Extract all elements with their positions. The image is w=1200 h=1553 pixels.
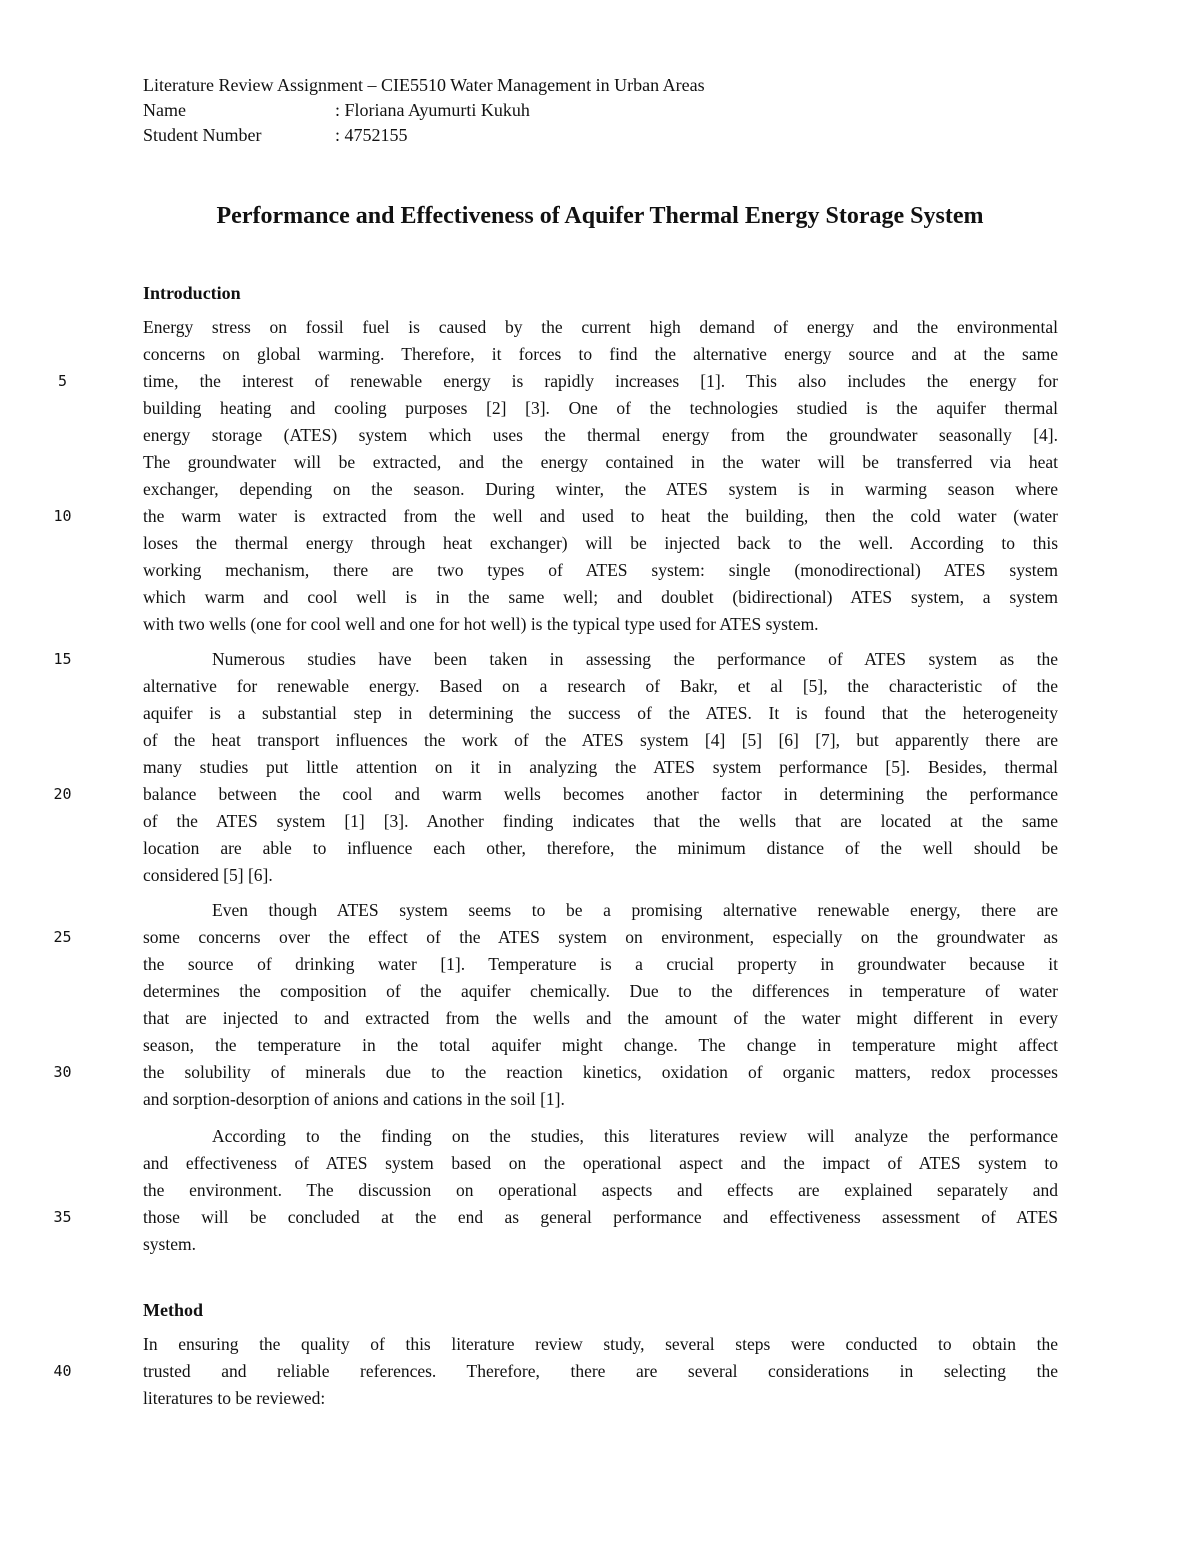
text-line: working mechanism, there are two types of ATES system: single (monodirectional) ATES system [143, 560, 1058, 580]
course-line: Literature Review Assignment – CIE5510 Water Management in Urban Areas [143, 75, 705, 95]
text-line: and effectiveness of ATES system based on the operational aspect and the impact of ATES system to [143, 1153, 1058, 1173]
line-number: 20 [53, 785, 72, 803]
name-row [143, 98, 530, 122]
text-line: the warm water is extracted from the well and used to heat the building, then the cold water (water [143, 506, 1058, 526]
text-line: Numerous studies have been taken in assessing the performance of ATES system as the [212, 649, 1058, 669]
text-line: many studies put little attention on it in analyzing the ATES system performance [5]. Besides, thermal [143, 757, 1058, 777]
line-number: 40 [53, 1362, 72, 1380]
student-number-row [143, 123, 408, 147]
text-line: which warm and cool well is in the same well; and doublet (bidirectional) ATES system, a system [143, 587, 1058, 607]
text-line: aquifer is a substantial step in determining the success of the ATES. It is found that the heterogeneity [143, 703, 1058, 723]
line-number: 5 [57, 372, 68, 390]
text-line: concerns on global warming. Therefore, it forces to find the alternative energy source and at the same [143, 344, 1058, 364]
text-line: considered [5] [6]. [143, 865, 273, 885]
text-line: system. [143, 1234, 196, 1254]
text-line: literatures to be reviewed: [143, 1388, 326, 1408]
name-label: Name [143, 100, 186, 120]
text-line: the solubility of minerals due to the reaction kinetics, oxidation of organic matters, redox processes [143, 1062, 1058, 1082]
text-line: building heating and cooling purposes [2] [3]. One of the technologies studied is the aquifer thermal [143, 398, 1058, 418]
introduction-heading: Introduction [143, 283, 241, 303]
line-number: 25 [53, 928, 72, 946]
text-line: Even though ATES system seems to be a promising alternative renewable energy, there are [212, 900, 1058, 920]
text-line: those will be concluded at the end as general performance and effectiveness assessment of ATES [143, 1207, 1058, 1227]
text-line: exchanger, depending on the season. During winter, the ATES system is in warming season where [143, 479, 1058, 499]
text-line: According to the finding on the studies, this literatures review will analyze the performance [212, 1126, 1058, 1146]
text-line: location are able to influence each other, therefore, the minimum distance of the well should be [143, 838, 1058, 858]
text-line: energy storage (ATES) system which uses the thermal energy from the groundwater seasonally [4]. [143, 425, 1058, 445]
text-line: The groundwater will be extracted, and the energy contained in the water will be transferred via heat [143, 452, 1058, 472]
student-number-value: : 4752155 [335, 125, 408, 145]
line-number: 15 [53, 650, 72, 668]
line-number: 35 [53, 1208, 72, 1226]
text-line: some concerns over the effect of the ATES system on environment, especially on the groundwater as [143, 927, 1058, 947]
text-line: In ensuring the quality of this literature review study, several steps were conducted to obtain the [143, 1334, 1058, 1354]
text-line: that are injected to and extracted from the wells and the amount of the water might different in every [143, 1008, 1058, 1028]
line-number: 30 [53, 1063, 72, 1081]
method-heading: Method [143, 1300, 203, 1320]
text-line: with two wells (one for cool well and one for hot well) is the typical type used for ATES system. [143, 614, 819, 634]
text-line: and sorption-desorption of anions and cations in the soil [1]. [143, 1089, 565, 1109]
text-line: balance between the cool and warm wells becomes another factor in determining the performance [143, 784, 1058, 804]
text-line: loses the thermal energy through heat exchanger) will be injected back to the well. According to this [143, 533, 1058, 553]
text-line: the environment. The discussion on operational aspects and effects are explained separately and [143, 1180, 1058, 1200]
document-title: Performance and Effectiveness of Aquifer Thermal Energy Storage System [216, 203, 984, 229]
text-line: season, the temperature in the total aquifer might change. The change in temperature might affect [143, 1035, 1058, 1055]
text-line: trusted and reliable references. Therefore, there are several considerations in selecting the [143, 1361, 1058, 1381]
text-line: time, the interest of renewable energy is rapidly increases [1]. This also includes the energy for [143, 371, 1058, 391]
text-line: the source of drinking water [1]. Temperature is a crucial property in groundwater because it [143, 954, 1058, 974]
text-line: of the heat transport influences the work of the ATES system [4] [5] [6] [7], but apparently there are [143, 730, 1058, 750]
name-value: : Floriana Ayumurti Kukuh [335, 100, 530, 120]
line-number: 10 [53, 507, 72, 525]
student-number-label: Student Number [143, 125, 262, 145]
text-line: alternative for renewable energy. Based on a research of Bakr, et al [5], the characteristic of the [143, 676, 1058, 696]
text-line: Energy stress on fossil fuel is caused by the current high demand of energy and the environmental [143, 317, 1058, 337]
text-line: determines the composition of the aquifer chemically. Due to the differences in temperature of water [143, 981, 1058, 1001]
text-line: of the ATES system [1] [3]. Another finding indicates that the wells that are located at the same [143, 811, 1058, 831]
